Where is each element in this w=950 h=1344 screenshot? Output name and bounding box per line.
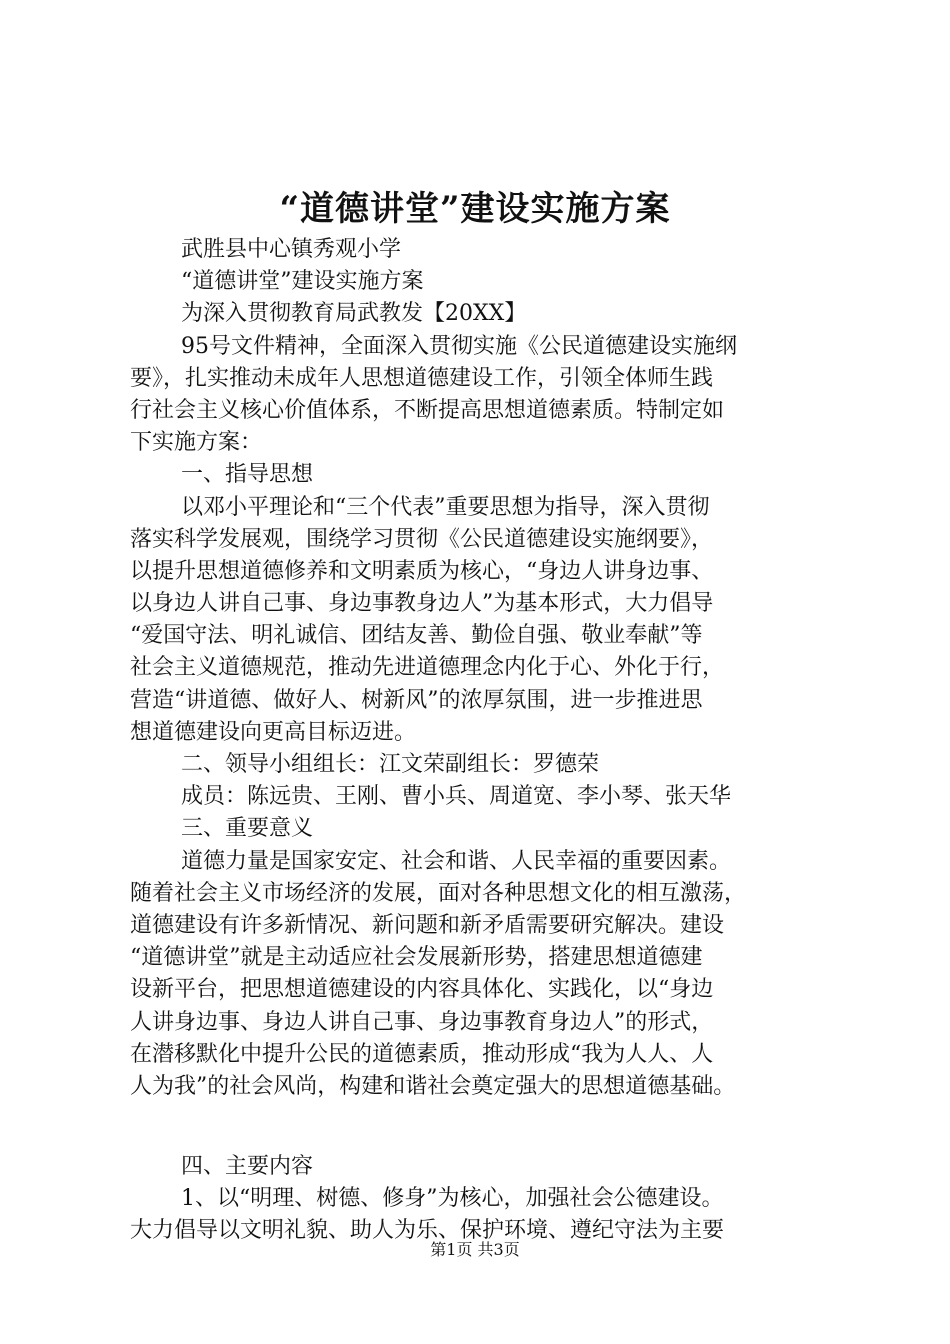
subtitle-line: “道德讲堂”建设实施方案 [181, 269, 424, 295]
page-number-footer: 第1页 共3页 [430, 1240, 520, 1259]
paragraph-line: 道德建设有许多新情况、新问题和新矛盾需要研究解决。建设 [130, 912, 725, 938]
paragraph-line: 大力倡导以文明礼貌、助人为乐、保护环境、遵纪守法为主要 [130, 1218, 725, 1244]
paragraph-line: “爱国守法、明礼诚信、团结友善、勤俭自强、敬业奉献”等 [130, 623, 703, 649]
section-heading: 二、领导小组组长：江文荣副组长：罗德荣 [181, 752, 600, 777]
paragraph-line: 随着社会主义市场经济的发展，面对各种思想文化的相互激荡， [130, 880, 747, 906]
paragraph-line: 下实施方案： [130, 430, 263, 456]
paragraph-line: 要》，扎实推动未成年人思想道德建设工作，引领全体师生践 [130, 365, 714, 391]
paragraph-line: 行社会主义核心价值体系，不断提高思想道德素质。特制定如 [130, 397, 725, 423]
paragraph-line: 95号文件精神，全面深入贯彻实施《公民道德建设实施纲 [181, 333, 737, 359]
document-body [130, 234, 856, 1248]
section-heading: 一、指导思想 [181, 462, 314, 488]
paragraph-line: 想道德建设向更高目标迈进。 [130, 719, 417, 745]
paragraph-line: 道德力量是国家安定、社会和谐、人民幸福的重要因素。 [181, 848, 732, 874]
paragraph-line: 人讲身边事、身边人讲自己事、身边事教育身边人”的形式， [130, 1009, 714, 1035]
paragraph-line: 为深入贯彻教育局武教发【20XX】 [181, 301, 527, 327]
paragraph-line: 落实科学发展观，围绕学习贯彻《公民道德建设实施纲要》， [130, 526, 714, 552]
paragraph-line: 以身边人讲自己事、身边事教身边人”为基本形式，大力倡导 [130, 591, 714, 617]
paragraph-line: 营造“讲道德、做好人、树新风”的浓厚氛围，进一步推进思 [130, 687, 703, 713]
paragraph-line: “道德讲堂”就是主动适应社会发展新形势，搭建思想道德建 [130, 945, 703, 971]
school-name-line: 武胜县中心镇秀观小学 [181, 237, 402, 262]
paragraph-line: 人为我”的社会风尚，构建和谐社会奠定强大的思想道德基础。 [130, 1073, 736, 1099]
document-title: “道德讲堂”建设实施方案 [279, 189, 671, 229]
paragraph-line: 设新平台，把思想道德建设的内容具体化、实践化，以“身边 [130, 977, 714, 1003]
paragraph-line: 社会主义道德规范，推动先进道德理念内化于心、外化于行， [130, 655, 725, 681]
paragraph-line: 以提升思想道德修养和文明素质为核心，“身边人讲身边事、 [130, 558, 714, 584]
paragraph-line: 在潜移默化中提升公民的道德素质，推动形成“我为人人、人 [130, 1041, 714, 1067]
paragraph-line: 1、以“明理、树德、修身”为核心，加强社会公德建设。 [181, 1186, 724, 1212]
section-heading: 三、重要意义 [181, 816, 314, 842]
paragraph-gap [130, 1103, 856, 1151]
paragraph-line: 以邓小平理论和“三个代表”重要思想为指导，深入贯彻 [181, 494, 710, 520]
members-line: 成员：陈远贵、王刚、曹小兵、周道宽、李小琴、张天华 [181, 784, 732, 810]
section-heading: 四、主要内容 [181, 1154, 314, 1180]
